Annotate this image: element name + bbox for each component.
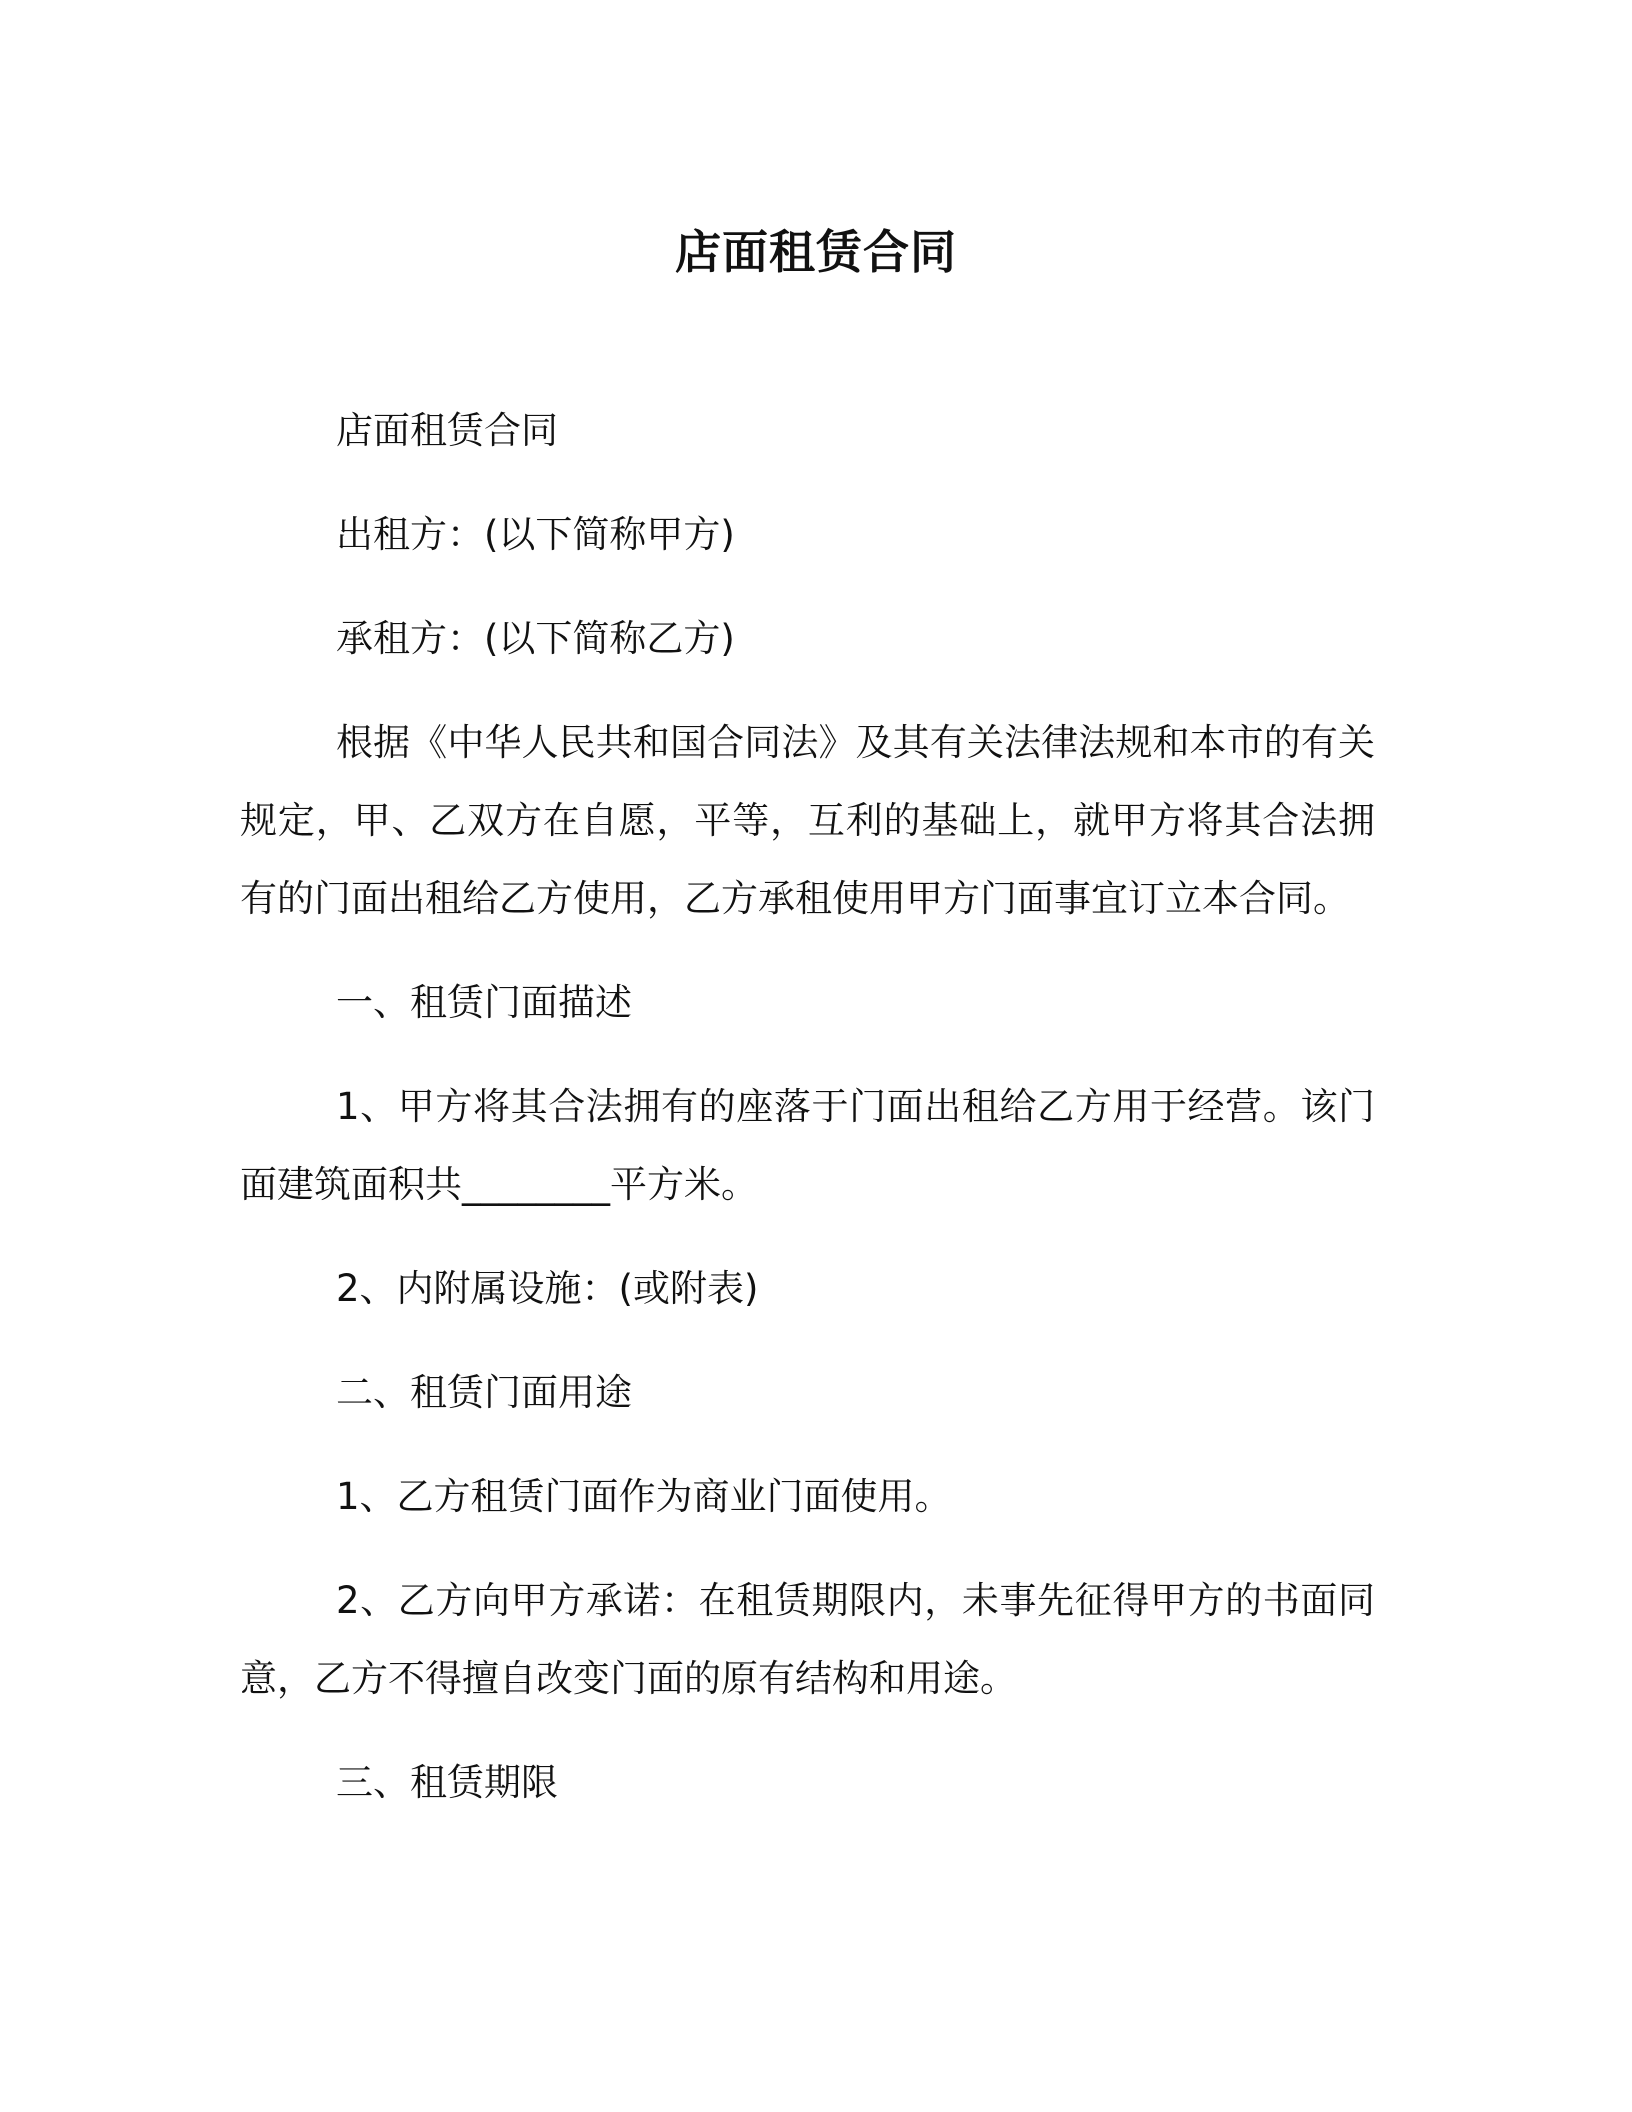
section-heading-3: 三、租赁期限 (336, 1761, 558, 1804)
section-heading-1: 一、租赁门面描述 (336, 981, 632, 1024)
document-body (240, 392, 1375, 1848)
clause-2-1: 1、乙方租赁门面作为商业门面使用。 (336, 1475, 952, 1518)
document-title: 店面租赁合同 (675, 225, 957, 279)
section-heading-2: 二、租赁门面用途 (336, 1371, 632, 1414)
subtitle-paragraph: 店面租赁合同 (336, 409, 558, 452)
clause-1-1: 1、甲方将其合法拥有的座落于门面出租给乙方用于经营。该门面建筑面积共________平方米。 (240, 1085, 1375, 1206)
clause-1-2: 2、内附属设施：(或附表) (336, 1267, 759, 1310)
lessee-line: 承租方：(以下简称乙方) (336, 617, 735, 660)
lessor-line: 出租方：(以下简称甲方) (336, 513, 735, 556)
preamble-paragraph: 根据《中华人民共和国合同法》及其有关法律法规和本市的有关规定，甲、乙双方在自愿，平等，互利的基础上，就甲方将其合法拥有的门面出租给乙方使用，乙方承租使用甲方门面事宜订立本合同。 (240, 721, 1375, 920)
clause-2-2: 2、乙方向甲方承诺：在租赁期限内，未事先征得甲方的书面同意，乙方不得擅自改变门面的原有结构和用途。 (240, 1579, 1375, 1700)
